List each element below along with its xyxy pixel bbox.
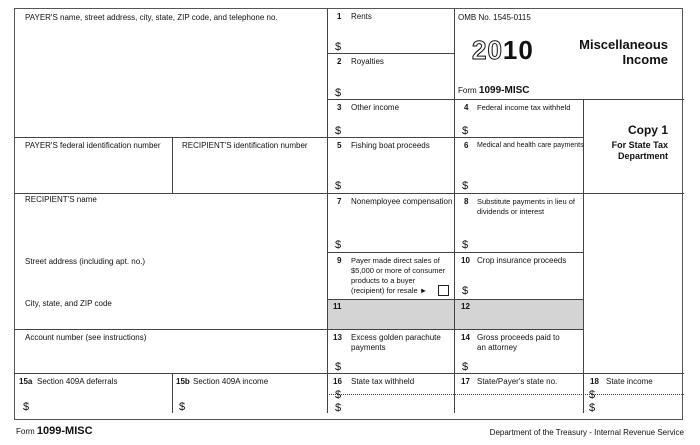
box-11-number: 11 <box>333 302 342 311</box>
box-16-number: 16 <box>333 377 342 386</box>
title-line-1: Miscellaneous <box>579 37 668 52</box>
recipient-name-label: RECIPIENT'S name <box>25 195 97 204</box>
payer-id-label: PAYER'S federal identification number <box>25 141 161 150</box>
box-2-number: 2 <box>337 57 342 66</box>
box-10-dollar: $ <box>462 285 469 297</box>
box-1-dollar: $ <box>335 41 342 53</box>
form-name: 1099-MISC <box>478 85 530 96</box>
divider <box>15 193 684 194</box>
form-id <box>458 86 529 96</box>
box-3-label: Other income <box>351 103 400 112</box>
box-3-number: 3 <box>337 103 342 112</box>
box-17-label: State/Payer's state no. <box>477 377 558 386</box>
tax-year <box>472 35 534 66</box>
payer-name-label: PAYER'S name, street address, city, state, ZIP code, and telephone no. <box>25 13 278 22</box>
box-6-number: 6 <box>464 141 469 150</box>
divider <box>454 9 455 413</box>
box-9-checkbox[interactable] <box>438 285 449 296</box>
copy-sub-2: Department <box>617 151 668 161</box>
box-7-label: Nonemployee compensation <box>351 197 453 206</box>
box-1-number: 1 <box>337 12 342 21</box>
box-11-shade <box>328 300 454 329</box>
box-14-label-line: an attorney <box>477 343 518 352</box>
box-18-dollar: $ <box>589 389 596 401</box>
copy-subtitle <box>612 140 668 162</box>
box-13-number: 13 <box>333 333 342 342</box>
city-label: City, state, and ZIP code <box>25 299 112 308</box>
divider <box>172 373 173 413</box>
box-2-label: Royalties <box>351 57 384 66</box>
box-16-dollar: $ <box>335 389 342 401</box>
divider <box>327 53 454 54</box>
box-3-dollar: $ <box>335 125 342 137</box>
box-16-dollar: $ <box>335 402 342 414</box>
footer-department: Department of the Treasury - Internal Revenue Service <box>489 428 684 437</box>
box-15b-number: 15b <box>176 377 190 386</box>
box-14-label-line: Gross proceeds paid to <box>477 333 560 342</box>
box-8-label-line: dividends or interest <box>477 207 545 216</box>
box-13-label-line: Excess golden parachute <box>351 333 441 342</box>
box-9-label-line: $5,000 or more of consumer <box>351 266 446 275</box>
footer-form-id <box>16 425 93 437</box>
box-6-label: Medical and health care payments <box>477 142 584 149</box>
box-8-dollar: $ <box>462 239 469 251</box>
box-16-label: State tax withheld <box>351 377 415 386</box>
box-8-label-line: Substitute payments in lieu of <box>477 197 575 206</box>
box-14-label <box>477 333 560 353</box>
divider <box>172 137 173 193</box>
box-4-dollar: $ <box>462 125 469 137</box>
box-6-dollar: $ <box>462 180 469 192</box>
divider <box>15 373 684 374</box>
box-17-number: 17 <box>461 377 470 386</box>
copy-title: Copy 1 <box>627 123 668 137</box>
box-18-label: State income <box>606 377 653 386</box>
divider <box>15 329 583 330</box>
box-7-number: 7 <box>337 197 342 206</box>
box-12-number: 12 <box>461 302 470 311</box>
box-5-number: 5 <box>337 141 342 150</box>
box-14-number: 14 <box>461 333 470 342</box>
box-15b-dollar: $ <box>179 401 186 413</box>
box-9-label <box>351 256 445 296</box>
box-13-dollar: $ <box>335 361 342 373</box>
year-outline: 20 <box>472 35 503 65</box>
divider <box>327 9 328 413</box>
box-9-label-line: products to a buyer <box>351 276 416 285</box>
box-9-label-line: Payer made direct sales of <box>351 256 440 265</box>
footer-form-name: 1099-MISC <box>36 425 93 437</box>
box-8-number: 8 <box>464 197 469 206</box>
box-2-dollar: $ <box>335 87 342 99</box>
divider <box>327 252 583 253</box>
box-5-dollar: $ <box>335 180 342 192</box>
year-bold: 10 <box>502 35 534 65</box>
box-13-label <box>351 333 441 353</box>
box-15a-label: Section 409A deferrals <box>37 377 118 386</box>
box-9-label-line: (recipient) for resale ► <box>351 286 428 295</box>
box-18-number: 18 <box>590 377 599 386</box>
form-label: Form <box>458 86 477 95</box>
box-9-number: 9 <box>337 256 342 265</box>
account-label: Account number (see instructions) <box>25 333 147 342</box>
box-10-number: 10 <box>461 256 470 265</box>
box-15b-label: Section 409A income <box>193 377 269 386</box>
title-line-2: Income <box>622 52 668 67</box>
box-12-shade <box>455 300 583 329</box>
copy-sub-1: For State Tax <box>611 140 668 150</box>
box-8-label <box>477 197 575 217</box>
box-15a-number: 15a <box>19 377 33 386</box>
dotted-divider <box>327 394 684 395</box>
box-14-dollar: $ <box>462 361 469 373</box>
footer-form-label: Form <box>16 427 35 436</box>
omb-number: OMB No. 1545-0115 <box>458 13 531 22</box>
box-10-label: Crop insurance proceeds <box>477 256 567 265</box>
box-7-dollar: $ <box>335 239 342 251</box>
box-1-label: Rents <box>351 12 372 21</box>
divider <box>327 99 684 100</box>
form-title <box>579 37 668 67</box>
box-5-label: Fishing boat proceeds <box>351 141 430 150</box>
divider <box>15 137 583 138</box>
box-4-number: 4 <box>464 103 469 112</box>
street-label: Street address (including apt. no.) <box>25 257 146 266</box>
box-15a-dollar: $ <box>23 401 30 413</box>
form-1099-misc <box>14 8 683 420</box>
box-4-label: Federal income tax withheld <box>477 103 571 112</box>
box-18-dollar: $ <box>589 402 596 414</box>
box-13-label-line: payments <box>351 343 386 352</box>
recipient-id-label: RECIPIENT'S identification number <box>182 141 308 150</box>
